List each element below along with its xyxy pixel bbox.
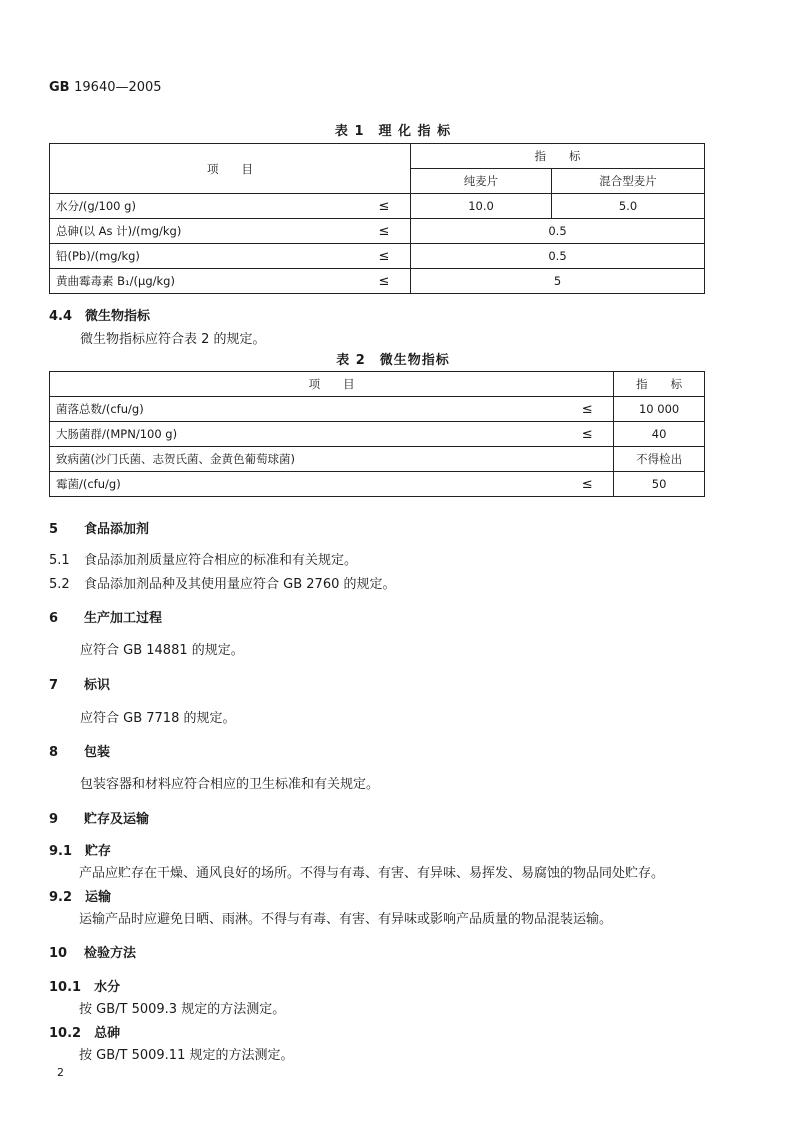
- section-text: 食品添加剂质量应符合相应的标准和有关规定。: [84, 553, 358, 568]
- table2: [49, 371, 705, 497]
- section-title: 微生物指标: [85, 309, 151, 324]
- row-value: 50: [614, 472, 705, 497]
- row-value-mixed: 5.0: [552, 194, 705, 219]
- section-5-1: [49, 549, 357, 568]
- table1: [49, 143, 705, 294]
- section-title: 食品添加剂: [84, 522, 150, 537]
- section-number: 5.1: [49, 553, 70, 568]
- row-operator: [561, 447, 614, 472]
- section-10-2-text: 按 GB/T 5009.11 规定的方法测定。: [79, 1048, 294, 1063]
- section-number: 6: [49, 611, 59, 626]
- section-title: 贮存: [85, 844, 112, 859]
- section-number: 9: [49, 812, 59, 827]
- section-6-heading: [49, 607, 162, 626]
- table1-header-item: 项 目: [50, 144, 411, 194]
- table1-title: 表 1 理 化 指 标: [334, 124, 452, 139]
- section-title: 贮存及运输: [84, 812, 150, 827]
- row-name: 水分/(g/100 g): [50, 194, 359, 219]
- table2-header-indicator: 指 标: [614, 372, 705, 397]
- section-9-2-heading: [49, 886, 111, 905]
- row-name: 铅(Pb)/(mg/kg): [50, 244, 359, 269]
- section-text: 食品添加剂品种及其使用量应符合 GB 2760 的规定。: [84, 577, 396, 592]
- row-name: 致病菌(沙门氏菌、志贺氏菌、金黄色葡萄球菌): [50, 447, 562, 472]
- standard-number: 19640—2005: [74, 80, 162, 95]
- row-name: 大肠菌群/(MPN/100 g): [50, 422, 562, 447]
- row-operator: ≤: [561, 422, 614, 447]
- row-operator: ≤: [561, 472, 614, 497]
- row-value-pure: 10.0: [411, 194, 552, 219]
- section-title: 水分: [94, 980, 121, 995]
- section-number: 10.2: [49, 1026, 82, 1041]
- table-row: [50, 269, 705, 294]
- standard-code: [49, 80, 162, 95]
- section-title: 包装: [84, 745, 111, 760]
- section-title: 标识: [84, 678, 111, 693]
- section-10-1-heading: [49, 976, 120, 995]
- section-8-heading: [49, 741, 110, 760]
- standard-prefix: GB: [49, 80, 70, 95]
- row-operator: ≤: [561, 397, 614, 422]
- section-number: 5.2: [49, 577, 70, 592]
- section-number: 9.1: [49, 844, 73, 859]
- row-operator: ≤: [358, 194, 411, 219]
- section-8-text: 包装容器和材料应符合相应的卫生标准和有关规定。: [80, 777, 380, 792]
- row-operator: ≤: [358, 219, 411, 244]
- table-row: [50, 244, 705, 269]
- row-name: 黄曲霉毒素 B₁/(μg/kg): [50, 269, 359, 294]
- section-title: 运输: [85, 890, 112, 905]
- row-operator: ≤: [358, 269, 411, 294]
- section-5-2: [49, 573, 396, 592]
- row-value: 40: [614, 422, 705, 447]
- section-number: 10: [49, 946, 68, 961]
- section-9-1-text: 产品应贮存在干燥、通风良好的场所。不得与有毒、有害、有异味、易挥发、易腐蚀的物品同处贮存。: [79, 866, 665, 881]
- section-9-1-heading: [49, 840, 111, 859]
- section-5-heading: [49, 518, 149, 537]
- table1-header-mixed: 混合型麦片: [552, 169, 705, 194]
- table-row: [50, 194, 705, 219]
- row-value: 10 000: [614, 397, 705, 422]
- table1-header-pure: 纯麦片: [411, 169, 552, 194]
- section-9-heading: [49, 808, 149, 827]
- table-row: [50, 422, 705, 447]
- table-row: [50, 219, 705, 244]
- section-10-1-text: 按 GB/T 5009.3 规定的方法测定。: [79, 1002, 286, 1017]
- section-number: 8: [49, 745, 59, 760]
- section-number: 10.1: [49, 980, 82, 995]
- table1-header-indicator: 指 标: [411, 144, 705, 169]
- row-name: 菌落总数/(cfu/g): [50, 397, 562, 422]
- section-title: 总砷: [94, 1026, 121, 1041]
- section-number: 4.4: [49, 309, 73, 324]
- section-10-2-heading: [49, 1022, 120, 1041]
- row-value: 5: [411, 269, 705, 294]
- table-row: [50, 447, 705, 472]
- section-number: 9.2: [49, 890, 73, 905]
- section-7-heading: [49, 674, 110, 693]
- page-number: 2: [57, 1066, 64, 1079]
- section-4-4-heading: [49, 305, 150, 324]
- table2-header-item: 项 目: [50, 372, 614, 397]
- section-number: 7: [49, 678, 59, 693]
- section-7-text: 应符合 GB 7718 的规定。: [80, 711, 236, 726]
- row-operator: ≤: [358, 244, 411, 269]
- section-title: 生产加工过程: [84, 611, 163, 626]
- row-value: 不得检出: [614, 447, 705, 472]
- section-number: 5: [49, 522, 59, 537]
- row-name: 总砷(以 As 计)/(mg/kg): [50, 219, 359, 244]
- table-row: [50, 397, 705, 422]
- section-4-4-text: 微生物指标应符合表 2 的规定。: [80, 332, 266, 347]
- row-name: 霉菌/(cfu/g): [50, 472, 562, 497]
- section-6-text: 应符合 GB 14881 的规定。: [80, 643, 244, 658]
- section-9-2-text: 运输产品时应避免日晒、雨淋。不得与有毒、有害、有异味或影响产品质量的物品混装运输。: [79, 912, 613, 927]
- section-10-heading: [49, 942, 136, 961]
- section-title: 检验方法: [84, 946, 137, 961]
- table2-title: 表 2 微生物指标: [336, 353, 450, 368]
- row-value: 0.5: [411, 219, 705, 244]
- row-value: 0.5: [411, 244, 705, 269]
- table-row: [50, 472, 705, 497]
